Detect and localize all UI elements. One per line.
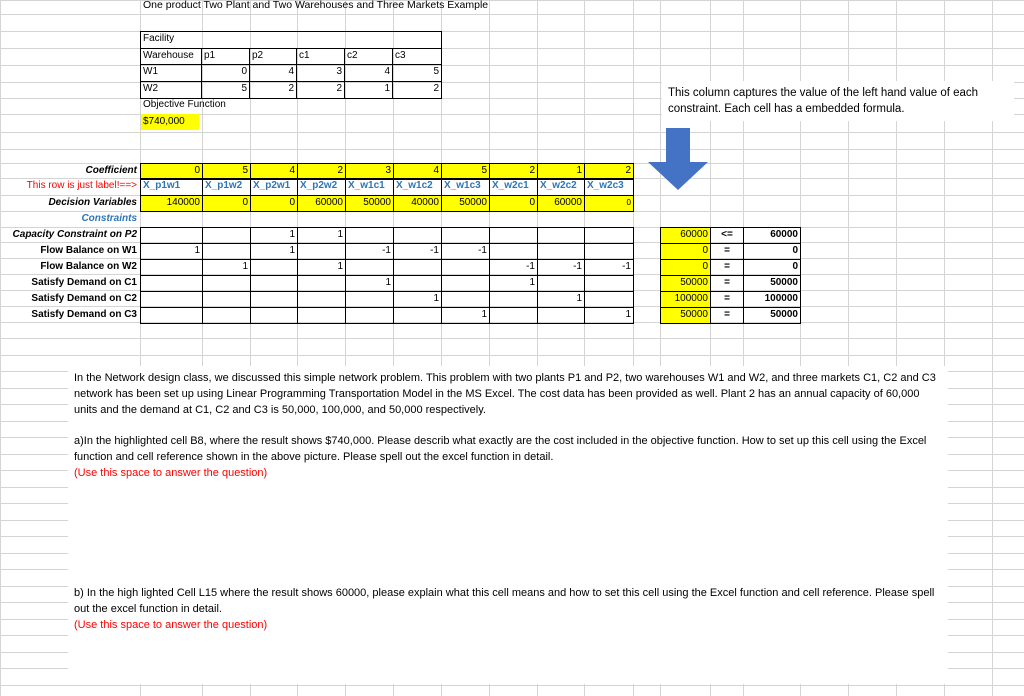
decision-value-cell[interactable]: 50000 bbox=[345, 195, 394, 212]
question-a: a)In the highlighted cell B8, where the result shows $740,000. Please describ what exactly are the cost included in the objective function. How to set up this cell using the Excel function and cell reference shown in the above picture. Please spell out the excel function in detail. bbox=[74, 435, 927, 463]
constraint-coef-cell[interactable] bbox=[584, 291, 634, 308]
constraint-coef-cell[interactable] bbox=[441, 227, 490, 244]
constraint-label: Flow Balance on W1 bbox=[40, 245, 137, 256]
cost-row-label-w2: W2 bbox=[141, 81, 202, 98]
constraint-coef-cell[interactable] bbox=[393, 275, 442, 292]
decision-value-cell[interactable]: 0 bbox=[202, 195, 251, 212]
variable-name-cell: X_p1w2 bbox=[202, 178, 251, 196]
constraint-coef-cell[interactable]: 1 bbox=[584, 307, 634, 324]
variable-name-cell: X_w2c1 bbox=[489, 178, 538, 196]
constraint-coef-cell[interactable] bbox=[441, 275, 490, 292]
constraint-coef-cell[interactable]: 1 bbox=[250, 243, 298, 260]
problem-intro: In the Network design class, we discussed this simple network problem. This problem with two plants P1 and P2, two warehouses W1 and W2, and three markets C1, C2 and C3 network has been set up using Linear Programming Transportation Model in the MS Excel. The cost data has been provided as well. Plant 2 has an annual capacity of 60,000 units and the demand at C1, C2 and C3 is 50,000, 100,000, and 50,000 respectively. bbox=[74, 372, 936, 416]
constraint-rhs-cell[interactable]: 60000 bbox=[743, 227, 801, 244]
cost-cell[interactable]: 5 bbox=[393, 64, 441, 81]
constraint-coef-cell[interactable]: 1 bbox=[297, 259, 346, 276]
constraint-coef-cell[interactable]: -1 bbox=[393, 243, 442, 260]
coefficient-cell[interactable]: 4 bbox=[393, 163, 442, 180]
constraint-label: Satisfy Demand on C1 bbox=[31, 277, 137, 288]
constraint-coef-cell[interactable] bbox=[584, 227, 634, 244]
constraint-coef-cell[interactable]: 1 bbox=[393, 291, 442, 308]
constraint-coef-cell[interactable] bbox=[250, 291, 298, 308]
constraint-coef-cell[interactable]: 1 bbox=[537, 291, 585, 308]
coefficient-cell[interactable]: 3 bbox=[345, 163, 394, 180]
constraint-coef-cell[interactable] bbox=[393, 227, 442, 244]
cost-cell[interactable]: 4 bbox=[250, 64, 297, 81]
constraint-coef-cell[interactable] bbox=[202, 243, 251, 260]
coefficient-cell[interactable]: 0 bbox=[140, 163, 203, 180]
cost-cell[interactable]: 2 bbox=[393, 81, 441, 98]
coefficient-cell[interactable]: 5 bbox=[202, 163, 251, 180]
constraint-coef-cell[interactable]: -1 bbox=[345, 243, 394, 260]
variable-name-cell: X_p2w2 bbox=[297, 178, 346, 196]
constraint-lhs-cell[interactable]: 0 bbox=[660, 243, 711, 260]
constraint-rhs-cell[interactable]: 50000 bbox=[743, 307, 801, 324]
decision-value-cell[interactable]: 0 bbox=[584, 195, 634, 212]
constraint-coef-cell[interactable] bbox=[393, 307, 442, 324]
constraint-coef-cell[interactable] bbox=[345, 291, 394, 308]
coefficient-cell[interactable]: 4 bbox=[250, 163, 298, 180]
constraint-operator: = bbox=[710, 307, 744, 324]
constraint-coef-cell[interactable]: -1 bbox=[489, 259, 538, 276]
constraint-coef-cell[interactable]: 1 bbox=[250, 227, 298, 244]
constraint-coef-cell[interactable] bbox=[140, 291, 203, 308]
cost-cell[interactable]: 4 bbox=[345, 64, 393, 81]
variable-name-cell: X_w2c2 bbox=[537, 178, 585, 196]
constraint-coef-cell[interactable] bbox=[584, 243, 634, 260]
variable-name-cell: X_p2w1 bbox=[250, 178, 298, 196]
constraint-coef-cell[interactable] bbox=[297, 275, 346, 292]
constraint-lhs-cell[interactable]: 60000 bbox=[660, 227, 711, 244]
constraint-lhs-cell[interactable]: 50000 bbox=[660, 275, 711, 292]
constraint-coef-cell[interactable] bbox=[297, 243, 346, 260]
variable-row-label: This row is just label!==> bbox=[26, 180, 137, 191]
constraint-rhs-cell[interactable]: 0 bbox=[743, 243, 801, 260]
corner-header: Warehouse bbox=[141, 48, 202, 64]
coefficient-cell[interactable]: 5 bbox=[441, 163, 490, 180]
coefficient-cell[interactable]: 2 bbox=[584, 163, 634, 180]
constraint-rhs-cell[interactable]: 0 bbox=[743, 259, 801, 276]
constraint-coef-cell[interactable] bbox=[250, 259, 298, 276]
constraint-rhs-cell[interactable]: 100000 bbox=[743, 291, 801, 308]
cost-cell[interactable]: 0 bbox=[202, 64, 250, 81]
constraint-operator: = bbox=[710, 291, 744, 308]
decision-value-cell[interactable]: 0 bbox=[250, 195, 298, 212]
constraint-coef-cell[interactable] bbox=[250, 307, 298, 324]
constraint-coef-cell[interactable] bbox=[345, 307, 394, 324]
constraint-coef-cell[interactable]: 1 bbox=[441, 307, 490, 324]
constraint-coef-cell[interactable]: 1 bbox=[297, 227, 346, 244]
decision-value-cell[interactable]: 50000 bbox=[441, 195, 490, 212]
cost-cell[interactable]: 2 bbox=[250, 81, 297, 98]
constraint-operator: = bbox=[710, 275, 744, 292]
constraint-lhs-cell[interactable]: 0 bbox=[660, 259, 711, 276]
constraint-label: Capacity Constraint on P2 bbox=[12, 229, 137, 240]
constraint-coef-cell[interactable]: 1 bbox=[140, 243, 203, 260]
constraint-coef-cell[interactable] bbox=[537, 275, 585, 292]
constraint-coef-cell[interactable] bbox=[345, 227, 394, 244]
cost-cell[interactable]: 5 bbox=[202, 81, 250, 98]
answer-a-hint[interactable]: (Use this space to answer the question) bbox=[74, 467, 268, 479]
constraint-lhs-cell[interactable]: 100000 bbox=[660, 291, 711, 308]
constraints-label: Constraints bbox=[81, 213, 137, 224]
constraint-coef-cell[interactable]: -1 bbox=[584, 259, 634, 276]
cost-cell[interactable]: 1 bbox=[345, 81, 393, 98]
decision-value-cell[interactable]: 0 bbox=[489, 195, 538, 212]
cost-header-c2: c2 bbox=[345, 48, 393, 64]
constraint-label: Satisfy Demand on C3 bbox=[31, 309, 137, 320]
constraint-operator: = bbox=[710, 243, 744, 260]
variable-name-cell: X_w1c1 bbox=[345, 178, 394, 196]
constraint-coef-cell[interactable] bbox=[489, 243, 538, 260]
constraint-operator: = bbox=[710, 259, 744, 276]
cost-header-p1: p1 bbox=[202, 48, 250, 64]
constraint-coef-cell[interactable] bbox=[441, 259, 490, 276]
variable-name-cell: X_w2c3 bbox=[584, 178, 634, 196]
constraint-coef-cell[interactable] bbox=[537, 227, 585, 244]
constraint-rhs-cell[interactable]: 50000 bbox=[743, 275, 801, 292]
constraint-label: Satisfy Demand on C2 bbox=[31, 293, 137, 304]
sheet-title: One product Two Plant and Two Warehouses and Three Markets Example bbox=[143, 0, 489, 11]
constraint-coef-cell[interactable] bbox=[345, 259, 394, 276]
cost-header-c1: c1 bbox=[297, 48, 345, 64]
cost-cell[interactable]: 3 bbox=[297, 64, 345, 81]
coefficient-cell[interactable]: 1 bbox=[537, 163, 585, 180]
cost-row-label-w1: W1 bbox=[141, 64, 202, 81]
question-b: b) In the high lighted Cell L15 where the result shows 60000, please explain what this cell means and how to set this cell using the Excel function and cell reference. Please spell out the excel function in detail. bbox=[74, 587, 935, 615]
constraint-coef-cell[interactable] bbox=[489, 307, 538, 324]
decision-value-cell[interactable]: 40000 bbox=[393, 195, 442, 212]
constraint-coef-cell[interactable] bbox=[393, 259, 442, 276]
variable-name-cell: X_w1c2 bbox=[393, 178, 442, 196]
answer-b-hint[interactable]: (Use this space to answer the question) bbox=[74, 619, 268, 631]
constraint-coef-cell[interactable] bbox=[202, 227, 251, 244]
cost-header-p2: p2 bbox=[250, 48, 297, 64]
constraint-coef-cell[interactable]: -1 bbox=[441, 243, 490, 260]
coefficient-label: Coefficient bbox=[85, 165, 137, 176]
variable-name-cell: X_p1w1 bbox=[140, 178, 203, 196]
constraint-coef-cell[interactable] bbox=[250, 275, 298, 292]
decision-value-cell[interactable]: 140000 bbox=[140, 195, 203, 212]
constraint-coef-cell[interactable] bbox=[441, 291, 490, 308]
constraint-coef-cell[interactable]: 1 bbox=[345, 275, 394, 292]
constraint-coef-cell[interactable] bbox=[297, 291, 346, 308]
constraint-label: Flow Balance on W2 bbox=[40, 261, 137, 272]
constraint-coef-cell[interactable] bbox=[202, 275, 251, 292]
cost-header-c3: c3 bbox=[393, 48, 441, 64]
facility-label: Facility bbox=[143, 33, 175, 44]
constraint-coef-cell[interactable] bbox=[489, 291, 538, 308]
variable-name-cell: X_w1c3 bbox=[441, 178, 490, 196]
constraint-coef-cell[interactable] bbox=[202, 291, 251, 308]
decision-variables-label: Decision Variables bbox=[48, 197, 137, 208]
constraint-coef-cell[interactable] bbox=[537, 307, 585, 324]
constraint-coef-cell[interactable]: 1 bbox=[202, 259, 251, 276]
cost-cell[interactable]: 2 bbox=[297, 81, 345, 98]
objective-label: Objective Function bbox=[143, 99, 226, 110]
decision-value-cell[interactable]: 60000 bbox=[537, 195, 585, 212]
formula-note: This column captures the value of the left hand value of each constraint. Each cell has a embedded formula. bbox=[662, 81, 1014, 121]
question-box bbox=[68, 366, 948, 684]
constraint-coef-cell[interactable]: 1 bbox=[489, 275, 538, 292]
constraint-coef-cell[interactable] bbox=[140, 227, 203, 244]
constraint-coef-cell[interactable] bbox=[537, 243, 585, 260]
constraint-operator: <= bbox=[710, 227, 744, 244]
constraint-coef-cell[interactable] bbox=[202, 307, 251, 324]
constraint-coef-cell[interactable] bbox=[584, 275, 634, 292]
constraint-coef-cell[interactable]: -1 bbox=[537, 259, 585, 276]
coefficient-cell[interactable]: 2 bbox=[489, 163, 538, 180]
constraint-coef-cell[interactable] bbox=[140, 307, 203, 324]
decision-value-cell[interactable]: 60000 bbox=[297, 195, 346, 212]
down-arrow-icon bbox=[648, 128, 708, 192]
constraint-lhs-cell[interactable]: 50000 bbox=[660, 307, 711, 324]
constraint-coef-cell[interactable] bbox=[297, 307, 346, 324]
constraint-coef-cell[interactable] bbox=[489, 227, 538, 244]
objective-value-cell[interactable]: $740,000 bbox=[141, 114, 199, 130]
constraint-coef-cell[interactable] bbox=[140, 259, 203, 276]
constraint-coef-cell[interactable] bbox=[140, 275, 203, 292]
coefficient-cell[interactable]: 2 bbox=[297, 163, 346, 180]
